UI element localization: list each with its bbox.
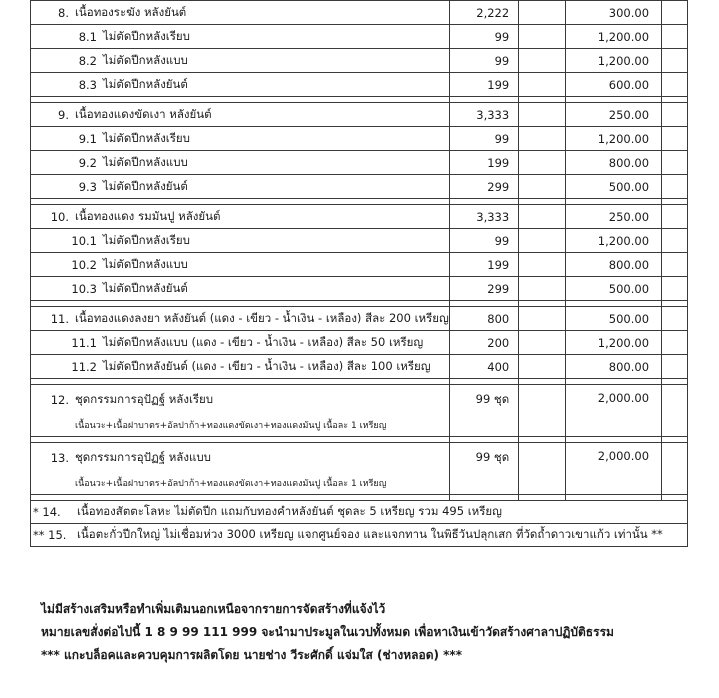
item-description: เนื้อตะกั่วปีกใหญ่ ไม่เชื่อมห่วง 3000 เหรียญ แจกศูนย์จอง และแจกทาน ในพิธีวันปลุกเสก ที่วัดถ้ำดาวเขาแก้ว เท่านั้น ** <box>77 527 663 541</box>
table-row <box>31 355 688 379</box>
table-row <box>31 205 688 229</box>
item-quantity: 2,222 <box>449 1 518 25</box>
item-description: ไม่ตัดปีกหลังยันต์ <box>103 280 188 295</box>
item-description: ไม่ตัดปีกหลังแบบ <box>103 154 188 169</box>
item-price: 1,200.00 <box>566 127 662 151</box>
item-price: 300.00 <box>566 1 662 25</box>
item-description: ไม่ตัดปีกหลังแบบ <box>103 52 188 67</box>
item-description: เนื้อทองแดง รมมันปู หลังยันต์ <box>75 208 221 223</box>
item-price: 800.00 <box>566 151 662 175</box>
item-description: ไม่ตัดปีกหลังแบบ (แดง - เขียว - น้ำเงิน - เหลือง) สีละ 50 เหรียญ <box>103 334 424 349</box>
table-row <box>31 277 688 301</box>
item-price: 1,200.00 <box>566 331 662 355</box>
item-price: 500.00 <box>566 175 662 199</box>
item-description: ไม่ตัดปีกหลังเรียบ <box>103 130 190 145</box>
item-number: 11. <box>50 311 69 326</box>
item-price: 600.00 <box>566 73 662 97</box>
footer-line: ไม่มีสร้างเสริมหรือทำเพิ่มเติมนอกเหนือจากรายการจัดสร้างที่แจ้งไว้ <box>41 602 386 616</box>
item-description: ไม่ตัดปีกหลังยันต์ <box>103 178 188 193</box>
footer-line: *** แกะบล็อคและควบคุมการผลิตโดย นายช่าง วีระศักดิ์ แจ่มใส (ช่างหลอด) *** <box>41 648 462 662</box>
item-description: ไม่ตัดปีกหลังยันต์ <box>103 76 188 91</box>
item-description: ไม่ตัดปีกหลังยันต์ (แดง - เขียว - น้ำเงิน - เหลือง) สีละ 100 เหรียญ <box>103 358 431 373</box>
item-quantity: 99 <box>449 49 518 73</box>
item-quantity: 400 <box>449 355 518 379</box>
table-row <box>31 385 688 437</box>
item-quantity: 99 <box>449 229 518 253</box>
item-description: เนื้อทองระฆัง หลังยันต์ <box>75 4 187 19</box>
item-price: 1,200.00 <box>566 49 662 73</box>
item-number: 10.2 <box>71 257 97 272</box>
item-quantity: 199 <box>449 151 518 175</box>
item-quantity: 3,333 <box>449 103 518 127</box>
item-price: 800.00 <box>566 355 662 379</box>
item-quantity: 99 ชุด <box>449 443 518 495</box>
item-description: ไม่ตัดปีกหลังเรียบ <box>103 28 190 43</box>
item-quantity: 199 <box>449 253 518 277</box>
table-row <box>31 307 688 331</box>
table-row <box>31 175 688 199</box>
item-number: 8. <box>58 5 69 20</box>
table-row <box>31 49 688 73</box>
table-row <box>31 1 688 25</box>
item-number: 8.1 <box>78 29 97 44</box>
table-row <box>31 501 688 524</box>
item-number: 11.1 <box>71 335 97 350</box>
item-number: 8.2 <box>78 53 97 68</box>
table-row <box>31 73 688 97</box>
item-price: 2,000.00 <box>566 385 662 437</box>
item-note: เนื้อนวะ+เนื้อฝาบาตร+อัลปาก้า+ทองแดงขัดเงา+ทองแดงมันปู เนื้อละ 1 เหรียญ <box>75 421 387 431</box>
item-number: 10.1 <box>71 233 97 248</box>
item-price: 1,200.00 <box>566 229 662 253</box>
item-description: ชุดกรรมการอุปัฏฐ์ หลังแบบ <box>75 450 211 464</box>
item-number: 9. <box>58 107 69 122</box>
table-row <box>31 524 688 547</box>
item-number: 10.3 <box>71 281 97 296</box>
item-number: 12. <box>50 393 69 407</box>
table-row <box>31 127 688 151</box>
item-quantity: 199 <box>449 73 518 97</box>
footer-notes <box>41 598 614 667</box>
item-note: เนื้อนวะ+เนื้อฝาบาตร+อัลปาก้า+ทองแดงขัดเงา+ทองแดงมันปู เนื้อละ 1 เหรียญ <box>75 479 387 489</box>
item-quantity: 99 ชุด <box>449 385 518 437</box>
item-number: 8.3 <box>78 77 97 92</box>
item-number: 10. <box>50 209 69 224</box>
item-price: 500.00 <box>566 307 662 331</box>
item-quantity: 299 <box>449 175 518 199</box>
item-quantity: 200 <box>449 331 518 355</box>
table-row <box>31 103 688 127</box>
item-quantity: 299 <box>449 277 518 301</box>
item-description: ไม่ตัดปีกหลังเรียบ <box>103 232 190 247</box>
item-price: 500.00 <box>566 277 662 301</box>
item-description: เนื้อทองแดงขัดเงา หลังยันต์ <box>75 106 212 121</box>
item-quantity: 3,333 <box>449 205 518 229</box>
item-number: 9.3 <box>78 179 97 194</box>
item-quantity: 99 <box>449 25 518 49</box>
item-number: 13. <box>50 451 69 465</box>
item-number: * 14. <box>33 505 61 519</box>
item-price: 250.00 <box>566 103 662 127</box>
item-quantity: 800 <box>449 307 518 331</box>
item-quantity: 99 <box>449 127 518 151</box>
item-number: 11.2 <box>71 359 97 374</box>
item-description: ชุดกรรมการอุปัฏฐ์ หลังเรียบ <box>75 392 214 406</box>
item-description: เนื้อทองสัตตะโลหะ ไม่ตัดปีก แถมกับทองคำหลังยันต์ ชุดละ 5 เหรียญ รวม 495 เหรียญ <box>77 504 502 518</box>
item-number: ** 15. <box>33 528 67 542</box>
table-row <box>31 253 688 277</box>
item-price: 250.00 <box>566 205 662 229</box>
table-row <box>31 229 688 253</box>
item-price: 2,000.00 <box>566 443 662 495</box>
item-number: 9.1 <box>78 131 97 146</box>
item-price: 1,200.00 <box>566 25 662 49</box>
table-row <box>31 151 688 175</box>
table-row <box>31 443 688 495</box>
footer-line: หมายเลขสั่งต่อไปนี้ 1 8 9 99 111 999 จะนำมาประมูลในเวปทั้งหมด เพื่อหาเงินเข้าวัดสร้างศาลาปฏิบัติธรรม <box>41 625 614 639</box>
item-description: เนื้อทองแดงลงยา หลังยันต์ (แดง - เขียว - น้ำเงิน - เหลือง) สีละ 200 เหรียญ <box>75 310 449 325</box>
item-number: 9.2 <box>78 155 97 170</box>
table-row <box>31 25 688 49</box>
item-price: 800.00 <box>566 253 662 277</box>
amulet-price-table <box>30 0 688 547</box>
item-description: ไม่ตัดปีกหลังแบบ <box>103 256 188 271</box>
table-row <box>31 331 688 355</box>
